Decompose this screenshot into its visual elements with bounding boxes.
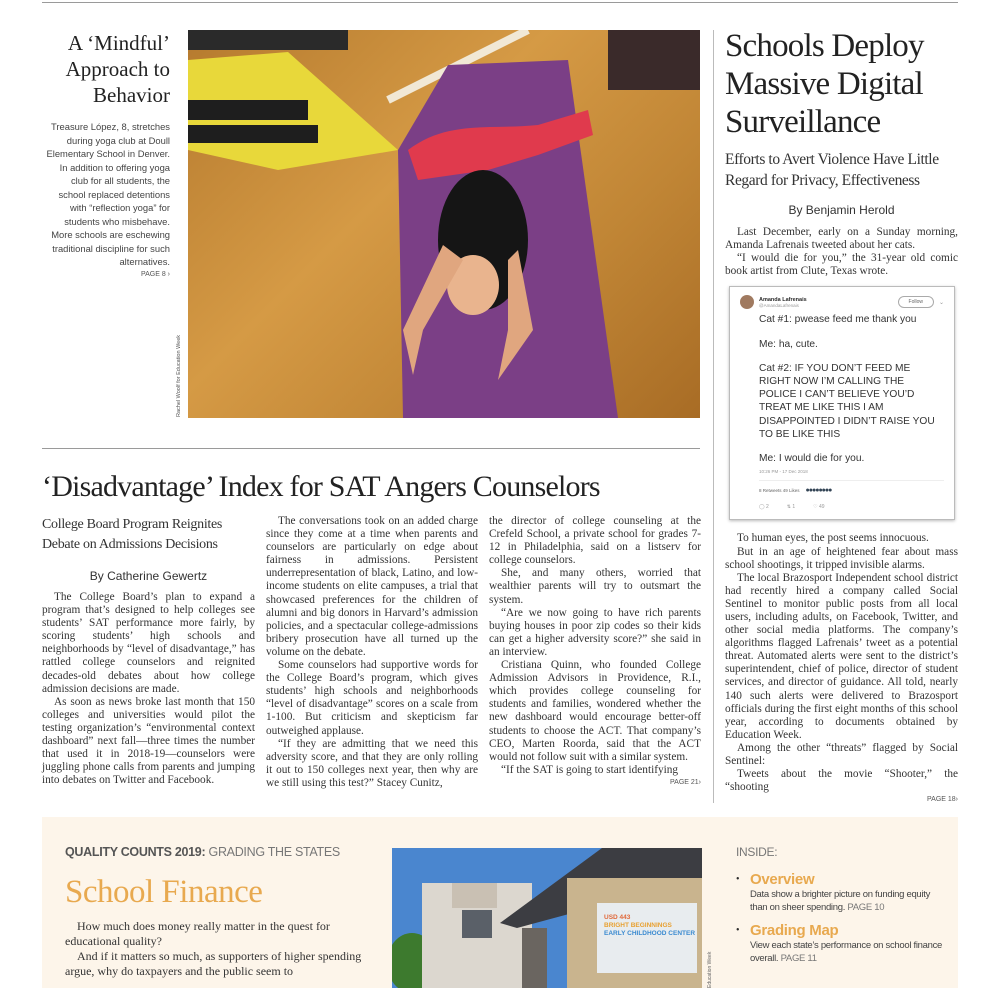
yoga-photo[interactable] [188, 30, 700, 418]
tweet-line: Cat #2: IF YOU DON’T FEED ME RIGHT NOW I’M CALLING THE POLICE I CAN’T BELIEVE YOU’D TREAT ME LIKE THIS I AM DISAPPOINTED I DIDN’T RAISE YOU TO BE LIKE THIS [759, 362, 935, 440]
inside-page: PAGE 10 [847, 902, 885, 914]
photo-credit [170, 30, 188, 418]
quality-body [65, 919, 370, 979]
surveillance-byline: By Benjamin Herold [788, 203, 895, 217]
surveillance-intro [725, 226, 958, 278]
inside-item-text [750, 939, 946, 965]
chevron-down-icon[interactable]: ⌄ [938, 299, 944, 306]
paragraph: She, and many others, worried that wealthier parents will try to outsmart the system. [489, 567, 701, 606]
surveillance-deck: Efforts to Avert Violence Have Little Regard for Privacy, Effectiveness [725, 151, 939, 189]
tweet-timestamp: 10:26 PM - 17 Dec 2018 [759, 469, 808, 475]
main-grid [42, 30, 958, 803]
paragraph: “If they are admitting that we need this adversity score, and that they are only rolling it out to 150 colleges next year, then why are we still using this test?” Stacey Cunitz, [266, 737, 478, 789]
mindful-left [42, 30, 170, 418]
tweet-line: Me: I would die for you. [759, 453, 865, 464]
avatar [740, 295, 754, 309]
sat-columns [42, 515, 700, 790]
paragraph: The College Board’s plan to expand a program that’s designed to help colleges see students’ SAT performance more fairly, by scoring students’ high schools and neighborhoods by “level of disadvantage,” has rattled college counselors and reignited decades-old debates about how college admission decisions are made. [42, 591, 255, 695]
paragraph: But in an age of heightened fear about mass school shootings, it tripped invisible alarms. [725, 545, 958, 571]
bullet-icon: • [736, 874, 740, 886]
section-rule [42, 448, 700, 449]
caption-text: Treasure López, 8, stretches during yoga club at Doull Elementary School in Denver. In addition to offering yoga club for all students, the school replaced detentions with “reflection yoga” for students who misbehave. More schools are eschewing traditional discipline for such alternatives. [46, 121, 170, 267]
paragraph: Cristiana Quinn, who founded College Admission Advisors in Providence, R.I., which provides college counseling for students and families, wondered whether the new dashboard would encourage better-off students to choose the ACT. That company’s CEO, Marten Roorda, said that the ACT would not follow suit with a similar system. [489, 659, 701, 763]
paragraph: As soon as news broke last month that 150 colleges and universities would pilot the testing organization’s “environmental context dashboard” next fall—three times the number that used it in 2018-19—counselors were juggling phone calls from parents and jumping into debates on Twitter and Facebook. [42, 695, 255, 787]
sat-column-2 [266, 515, 478, 790]
surveillance-body [725, 532, 958, 803]
inside-panel [736, 845, 946, 988]
paragraph: Last December, early on a Sunday morning, Amanda Lafrenais tweeted about her cats. [725, 226, 958, 252]
school-photo[interactable] [392, 848, 702, 988]
page-ref[interactable]: PAGE 8 › [140, 270, 170, 278]
paragraph: the director of college counseling at the Crefeld School, a private school for grades 7-12 in Philadelphia, said on a listserv for college counselors. [489, 515, 701, 567]
paragraph: Some counselors had supportive words for the College Board’s program, which gives students’ high schools and neighborhoods “level of disadvantage” scores on a scale from 1-100. But criticism and skepticism far outweighed applause. [266, 659, 478, 737]
sat-column-1-wrap [42, 515, 255, 790]
quality-kicker [65, 845, 370, 859]
kicker-bold: QUALITY COUNTS 2019: [65, 845, 206, 860]
paragraph: “I would die for you,” the 31-year old comic book artist from Clute, Texas wrote. [725, 252, 958, 278]
follow-button[interactable]: Follow [898, 296, 934, 308]
inside-text: View each state’s performance on school finance overall. [750, 940, 943, 965]
paragraph: Among the other “threats” flagged by Social Sentinel: [725, 741, 958, 767]
school-photo-credit: Education Week [707, 951, 713, 989]
inside-list [736, 871, 946, 965]
page-ref[interactable]: PAGE 21› [670, 778, 701, 786]
reply-icon[interactable]: ◯ 2 [759, 504, 769, 511]
mindful-headline[interactable]: A ‘Mindful’ Approach to Behavior [65, 31, 170, 107]
paragraph: The conversations took on an added charge since they come at a time when parents and counselors are particularly on edge about fairness in admissions. Persistent underrepresentation of black, Latino, and low-income students on elite campuses, a trial that showcased preferences for the children of alumni and big donors in Harvard’s admission policies, and a spectacular college-admissions bribery prosecution have all turned up the volume on the debate. [266, 515, 478, 658]
sat-headline[interactable]: ‘Disadvantage’ Index for SAT Angers Counselors [42, 470, 600, 503]
reply-count: 2 [766, 504, 769, 511]
tweet-stats: 8 Retweets 49 Likes [759, 488, 800, 494]
retweet-count: 1 [792, 504, 796, 511]
sat-deck: College Board Program Reignites Debate on Admissions Decisions [42, 517, 223, 552]
paragraph: How much does money really matter in the quest for educational quality? [65, 919, 330, 949]
liker-avatars: ●●●●●●●● [805, 487, 832, 495]
inside-page: PAGE 11 [780, 953, 817, 965]
page [0, 2, 1000, 988]
embedded-tweet[interactable] [729, 286, 955, 520]
sat-column-3 [489, 515, 701, 790]
inside-item-title[interactable]: Overview [750, 871, 815, 889]
quality-title[interactable]: School Finance [65, 874, 263, 911]
inside-item-overview[interactable] [736, 871, 946, 914]
inside-item-grading-map[interactable] [736, 922, 946, 965]
mindful-row [42, 30, 700, 418]
quality-counts-box [42, 817, 958, 988]
mindful-caption [42, 120, 170, 278]
inside-item-title[interactable]: Grading Map [750, 922, 839, 940]
kicker-light: GRADING THE STATES [208, 845, 340, 860]
tweet-line: Me: ha, cute. [759, 338, 818, 350]
paragraph: “Are we now going to have rich parents buying houses in poor zip codes so their kids can get a higher adversity score?” she said in an interview. [489, 606, 701, 658]
like-count: 49 [819, 504, 825, 511]
paragraph: “If the SAT is going to start identifying [501, 763, 679, 776]
surveillance-headline[interactable]: Schools Deploy Massive Digital Surveillance [725, 28, 924, 140]
retweet-icon[interactable]: ⇅ 1 [786, 504, 796, 511]
sat-byline: By Catherine Gewertz [89, 569, 208, 583]
paragraph: To human eyes, the post seems innocuous. [737, 532, 929, 545]
inside-label: INSIDE: [736, 845, 778, 860]
page-ref[interactable]: PAGE 18› [927, 796, 958, 804]
top-rule [42, 2, 958, 3]
paragraph: Tweets about the movie “Shooter,” the “shooting [725, 768, 958, 794]
sat-column-1 [42, 591, 255, 787]
inside-text: Data show a brighter picture on funding equity than on sheer spending. [750, 889, 931, 914]
yoga-photo-image [188, 30, 700, 418]
surveillance-column [713, 30, 958, 803]
school-photo-credit-col [706, 845, 714, 988]
sign-line: BRIGHT BEGINNINGS [604, 922, 672, 930]
school-sign [604, 914, 695, 938]
tweet-handle: @AmandaLafrenais [759, 302, 799, 308]
tweet-author[interactable]: Amanda Lafrenais [759, 296, 807, 303]
left-area [42, 30, 700, 803]
credit-text: Rachel Woolf for Education Week [176, 334, 182, 417]
quality-left [65, 845, 370, 988]
tweet-line: Cat #1: pwease feed me thank you [759, 314, 917, 326]
paragraph: And if it matters so much, as supporters of higher spending argue, why do taxpayers and the public seem to [65, 949, 362, 979]
inside-item-text [750, 888, 946, 914]
paragraph: The local Brazosport Independent school district had recently hired a company called Social Sentinel to monitor public posts from all local users, including adults, on Facebook, Twitter, and other social media platforms. The company’s algorithms flagged Lafrenais’ tweet as a potential threat. Automated alerts were sent to the district’s superintendent, chief of police, director of student services, and director of guidance. All told, nearly 140 such alerts were delivered to Brazosport officials during the first eight months of this school year, according to documents obtained by Education Week. [725, 571, 958, 741]
sign-line: USD 443 [604, 914, 631, 922]
sign-line: EARLY CHILDHOOD CENTER [604, 930, 696, 938]
bullet-icon: • [736, 925, 740, 937]
like-icon[interactable]: ♡ 49 [813, 504, 825, 511]
